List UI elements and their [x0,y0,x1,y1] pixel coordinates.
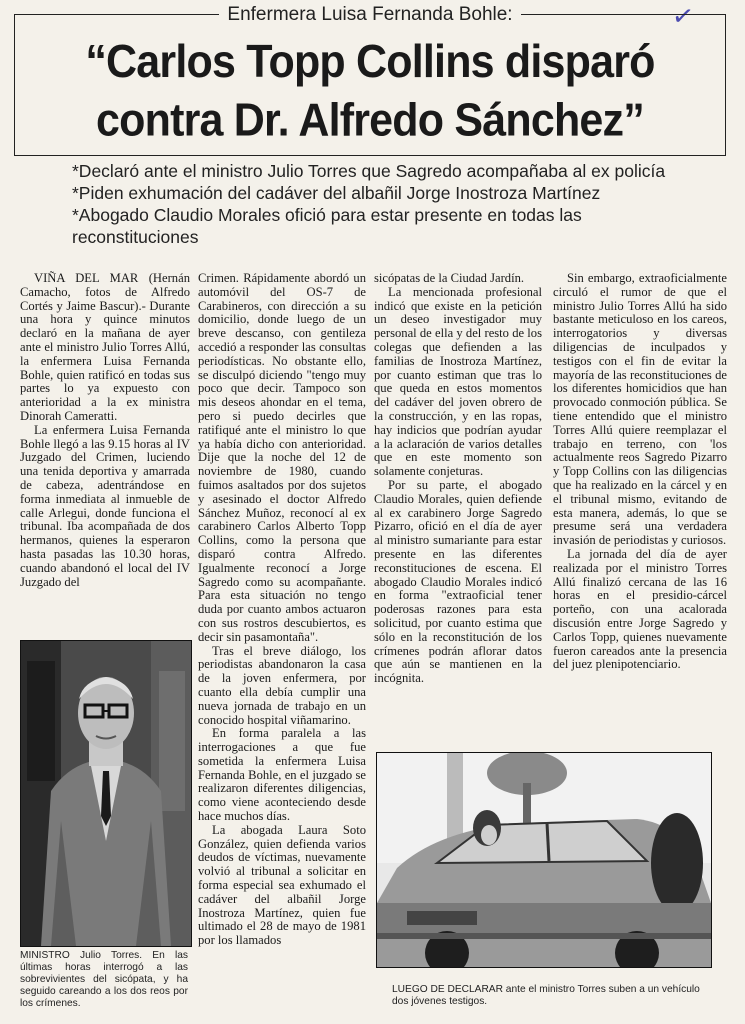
article-column-3 [374,272,542,686]
paragraph: La mencionada profesional indicó que existe en la petición un deseo investigador muy personal de ella y del resto de los colegas que defienden a las familias de Inostroza Martínez, por cuanto estiman que tras lo que queda en estos momentos del cadáver del joven obrero de la construcción, y en las ropas, hay indicios que podrían ayudar a la aclaración de varios detalles que en este momento son solamente conjeturas. [374,284,542,479]
article-column-2 [198,272,366,948]
paragraph: En forma paralela a las interrogaciones a que fue sometida la enfermera Luisa Fernanda Bohle, en el juzgado se realizaron diferentes diligencias, como viene aconteciendo desde hace muchos días. [198,726,366,824]
subheads [72,160,712,248]
headline-box [14,4,726,156]
witnesses-car-photo [376,752,712,968]
kicker [15,4,725,26]
minister-photo-caption: MINISTRO Julio Torres. En las últimas horas interrogó a las sobrevivientes del sicópata, y ha seguido careando a los dos reos por los crímenes. [20,950,188,1009]
paragraph: Sin embargo, extraoficialmente circuló el rumor de que el ministro Julio Torres Allú ha sido bastante meticuloso en los careos, interrogatorios y diversas diligencias de inculpados y testigos con el fin de evitar la mayoría de las reconstituciones de los diferentes homicidios que han provocado conmoción pública. Se tiene entendido que el ministro Torres Allú quiere reemplazar el trabajo en terreno, con 'los actualmente reos Sagredo Pizarro y Topp Collins con las diligencias que ha realizado en la cárcel y en el tribunal mismo, evitando de esta manera, además, lo que se presume será una verdadera invasión de periodistas y curiosos. [553,271,727,548]
paragraph: sicópatas de la Ciudad Jardín. [374,271,525,285]
minister-photo-illustration [21,641,191,946]
article-column-4 [553,272,727,672]
kicker-text: Enfermera Luisa Fernanda Bohle: [219,4,520,25]
article-column-1 [20,272,190,589]
subhead-1: *Declaró ante el ministro Julio Torres que Sagredo acompañaba al ex policía [72,161,666,181]
paragraph: La enfermera Luisa Fernanda Bohle llegó a las 9.15 horas al IV Juzgado del Crimen, luciendo una tenida deportiva y amarrada de cabeza, adentrándose en forma inmediata al inmueble de calle Arlegui, donde funciona el tribunal. Iba acompañada de dos hermanos, quienes la esperaron hasta pasadas las 10.30 horas, cuando abandonó el local del IV Juzgado del [20,422,190,589]
witnesses-photo-caption: LUEGO DE DECLARAR ante el ministro Torres suben a un vehículo dos jóvenes testigos. [392,984,700,1007]
paragraph: La abogada Laura Soto González, quien defienda varios deudos de víctimas, nuevamente volvió al tribunal a solicitar en forma especial sea exhumado el cadáver del albañil Jorge Inostroza Martínez, quien fue ultimado el 28 de mayo de 1981 por los llamados [198,822,366,948]
subhead-2: *Piden exhumación del cadáver del albañil Jorge Inostroza Martínez [72,183,601,203]
paragraph: La jornada del día de ayer realizada por el ministro Torres Allú finalizó cercana de las 16 horas en el presidio-cárcel porteño, con una acalorada discusión entre Jorge Sagredo y Carlos Topp, quienes nuevamente fueron careados ante la presencia del juez plenipotenciario. [553,546,727,672]
witnesses-car-illustration [377,753,711,967]
headline [15,33,725,150]
paragraph: Por su parte, el abogado Claudio Morales, quien defiende al ex carabinero Jorge Sagredo Pizarro, ofició en el día de ayer al ministro sumariante para estar presente en las diferentes reconstituciones de escena. El abogado Claudio Morales indicó en forma "extraoficial tener poderosas razones para esta solicitud, por cuanto estima que sólo en la reconstitución de los crímenes podrán aflorar datos que aún se mantienen en la incógnita. [374,477,542,686]
headline-line-1: “Carlos Topp Collins disparó [85,35,655,88]
headline-line-2: contra Dr. Alfredo Sánchez” [96,94,644,147]
minister-photo [20,640,192,947]
paragraph: Tras el breve diálogo, los periodistas abandonaron la casa de la joven enfermera, por cuanto ella debía cumplir una nueva jornada de trabajo en un conocido hospital viñamarino. [198,643,366,727]
paragraph: Crimen. Rápidamente abordó un automóvil del OS-7 de Carabineros, con dirección a su domicilio, donde luego de un breve descanso, con gentileza accedió a responder las consultas periodísticas. No obstante ello, se disculpó diciendo "tengo muy poco que decir. Tampoco son mis deseos ahondar en el tema, pero si puedo decirles que ratifiqué ante el ministro lo que ya había dicho con anterioridad. Dije que la noche del 12 de noviembre de 1980, cuando fuimos asaltados por dos sujetos y asesinado el doctor Alfredo Sánchez Muñoz, reconocí al ex carabinero Carlos Alberto Topp Collins, como la persona que disparó contra Alfredo. Igualmente reconocí a Jorge Sagredo como su acompañante. Para esta situación no tengo duda por cuanto ambos actuaron con sus rostros descubiertos, es decir sin pasamontaña". [198,271,366,644]
paragraph: VIÑA DEL MAR (Hernán Camacho, fotos de Alfredo Cortés y Jaime Bascur).- Durante una hora y quince minutos declaró en la mañana de ayer ante el ministro Julio Torres Allú, la enfermera Luisa Fernanda Bohle, quien ratificó en todas sus partes lo ya expuesto con anterioridad a la ex ministra Dinorah Cameratti. [20,271,190,423]
subhead-3: *Abogado Claudio Morales ofició para estar presente en todas las reconstituciones [72,205,582,247]
check-mark-icon: ✓ [670,0,696,34]
